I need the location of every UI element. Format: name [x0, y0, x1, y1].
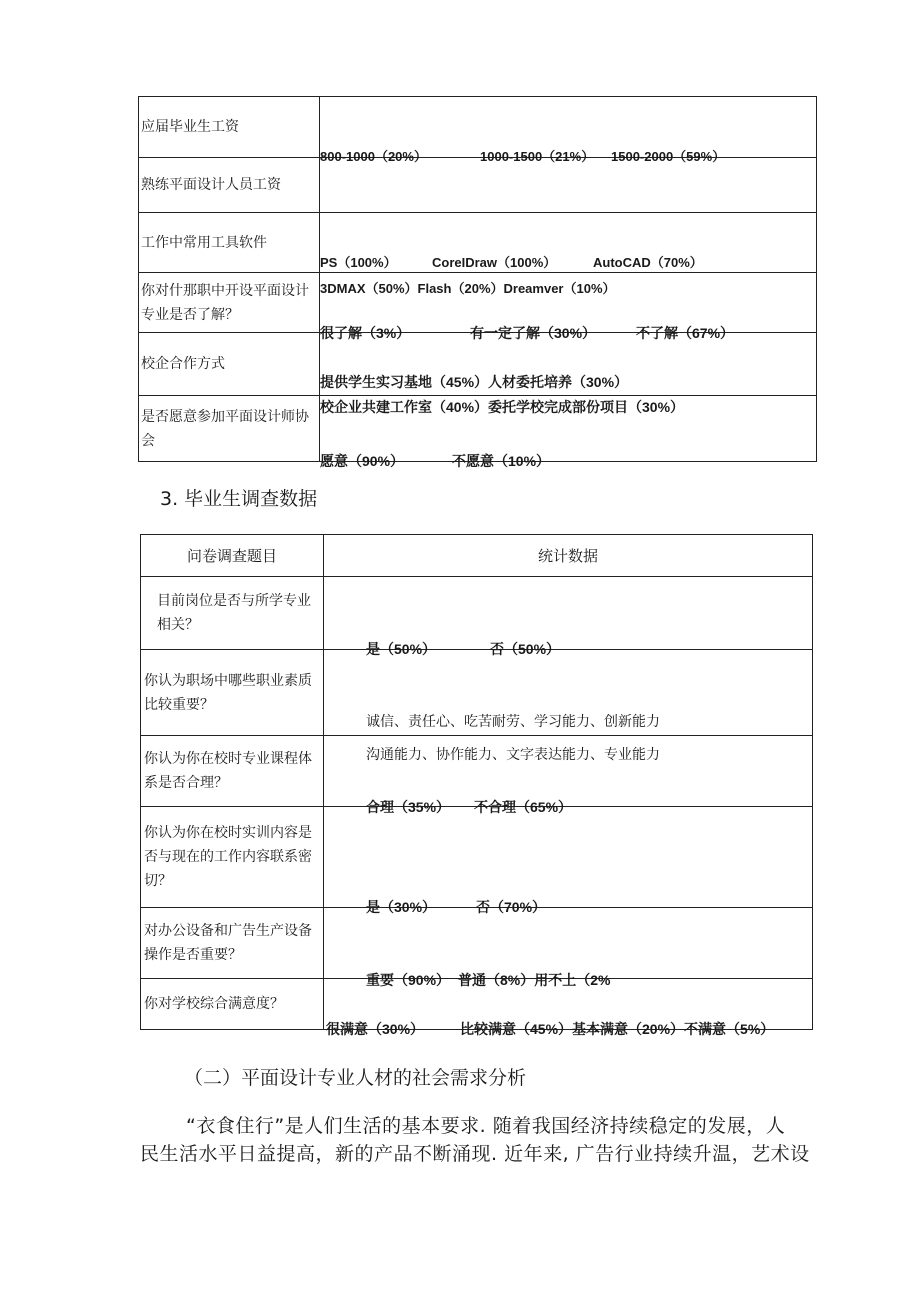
answer-text: 1500-2000（59%）: [611, 149, 726, 164]
answer-value: 是（50%）: [366, 641, 437, 657]
paragraph-line: “衣食住行”是人们生活的基本要求. 随着我国经济持续稳定的发展，人: [186, 1115, 786, 1137]
answer-cell: [320, 213, 817, 296]
table-row: [139, 97, 817, 158]
question-cell: 你对什那职中开设平面设计专业是否了解？: [139, 273, 320, 333]
question-cell: 你认为你在校时专业课程体系是否合理？: [141, 736, 324, 807]
graduate-survey-table: [140, 534, 813, 1037]
answer-text: 3DMAX（50%）Flash（20%）Dreamver（10%）: [320, 280, 616, 296]
answer-cell: [324, 650, 813, 763]
answer-text: 否（70%）: [476, 899, 547, 915]
answer-text: 重要（90%）: [366, 972, 451, 988]
answer-text: [490, 637, 560, 662]
answer-text: 沟通能力、协作能力、文字表达能力、专业能力: [366, 746, 660, 763]
question-cell: 你认为你在校时实训内容是否与现在的工作内容联系密切？: [141, 807, 324, 908]
answer-cell: [320, 97, 817, 164]
answer-text: 不合理（65%）: [474, 799, 573, 815]
answer-text: 普通（8%）用不上（2%: [458, 972, 611, 988]
answer-text: 诚信、责任心、吃苦耐劳、学习能力、创新能力: [366, 713, 660, 730]
question-cell: 对办公设备和广告生产设备操作是否重要？: [141, 908, 324, 979]
answer-text: 不了解（67%）: [636, 324, 735, 341]
answer-text: 800-1000（20%）: [320, 149, 427, 164]
question-cell: 熟练平面设计人员工资: [139, 158, 320, 213]
employer-survey-table: [138, 96, 817, 469]
section-heading: 3. 毕业生调查数据: [160, 488, 318, 510]
answer-text: 不愿意（10%）: [452, 452, 551, 469]
answer-cell: [324, 807, 813, 915]
question-cell: 目前岗位是否与所学专业相关？: [141, 577, 324, 650]
answer-text: 合理（35%）: [366, 799, 451, 815]
column-header: 问卷调查题目: [141, 535, 324, 577]
answer-text: 很满意（30%）: [326, 1021, 425, 1037]
answer-text: 是（30%）: [366, 899, 437, 915]
answer-text: 提供学生实习基地（45%）人材委托培养（30%）: [320, 374, 629, 390]
answer-text: 1000-1500（21%）: [480, 149, 595, 164]
answer-text: 有一定了解（30%）: [470, 324, 597, 341]
table-row: [141, 807, 813, 908]
answer-text: 愿意（90%）: [320, 452, 405, 469]
answer-text: PS（100%）: [320, 254, 397, 270]
answer-text: AutoCAD（70%）: [593, 254, 703, 270]
answer-value: 否（50%）: [490, 641, 561, 657]
table-row: [139, 213, 817, 273]
question-cell: 你对学校综合满意度？: [141, 979, 324, 1030]
question-cell: 应届毕业生工资: [139, 97, 320, 158]
column-header: 统计数据: [324, 535, 813, 577]
answer-text: 很了解（3%）: [320, 324, 411, 341]
answer-cell: [324, 577, 813, 657]
table-header-row: [141, 535, 813, 577]
answer-text: 校企业共建工作室（40%）委托学校完成部份项目（30%）: [320, 399, 685, 415]
section-heading: （二）平面设计专业人材的社会需求分析: [184, 1067, 527, 1089]
question-cell: 校企合作方式: [139, 333, 320, 396]
table-row: [141, 650, 813, 736]
question-cell: 你认为职场中哪些职业素质比较重要？: [141, 650, 324, 736]
answer-text: 比较满意（45%）基本满意（20%）不满意（5%）: [460, 1021, 775, 1037]
answer-text: CoreIDraw（100%）: [432, 254, 557, 270]
question-cell: 工作中常用工具软件: [139, 213, 320, 273]
answer-text: [366, 637, 436, 662]
paragraph-line: 民生活水平日益提高，新的产品不断涌现. 近年来, 广告行业持续升温，艺术设: [140, 1143, 810, 1165]
table-row: [141, 577, 813, 650]
question-cell: 是否愿意参加平面设计师协会: [139, 396, 320, 462]
